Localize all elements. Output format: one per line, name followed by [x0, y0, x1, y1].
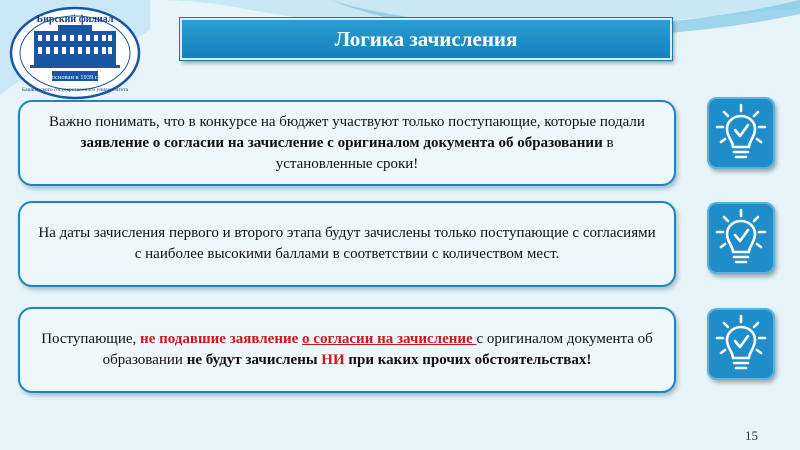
lightbulb-check-icon: [707, 97, 775, 169]
page-number: 15: [745, 428, 758, 443]
lightbulb-check-icon: [707, 202, 775, 274]
card-2-text: На даты зачисления первого и второго этапа будут зачислены только поступающие с согласиями с наиболее высокими баллами в соответствии с количеством мест.: [38, 225, 656, 262]
svg-text:Бирский филиал: Бирский филиал: [36, 14, 114, 25]
university-logo: [8, 5, 142, 101]
card-3-text: Поступающие, не подавшие заявление о согласии на зачисление с оригиналом документа об образовании не будут зачислены НИ при каких прочих обстоятельствах!: [41, 331, 653, 368]
info-card-1: [18, 100, 676, 186]
card-1-text: Важно понимать, что в конкурсе на бюджет участвуют только поступающие, которые подали заявление о согласии на зачисление с оригиналом документа об образовании в установленные сроки!: [49, 113, 645, 172]
svg-text:Башкирского государственного у: Башкирского государственного университета: [21, 87, 129, 93]
svg-text:основан в 1939 г.: основан в 1939 г.: [51, 74, 99, 81]
slide-title: Логика зачисления: [180, 18, 672, 60]
info-card-3: [18, 307, 676, 393]
info-card-2: [18, 201, 676, 287]
lightbulb-check-icon: [707, 308, 775, 380]
